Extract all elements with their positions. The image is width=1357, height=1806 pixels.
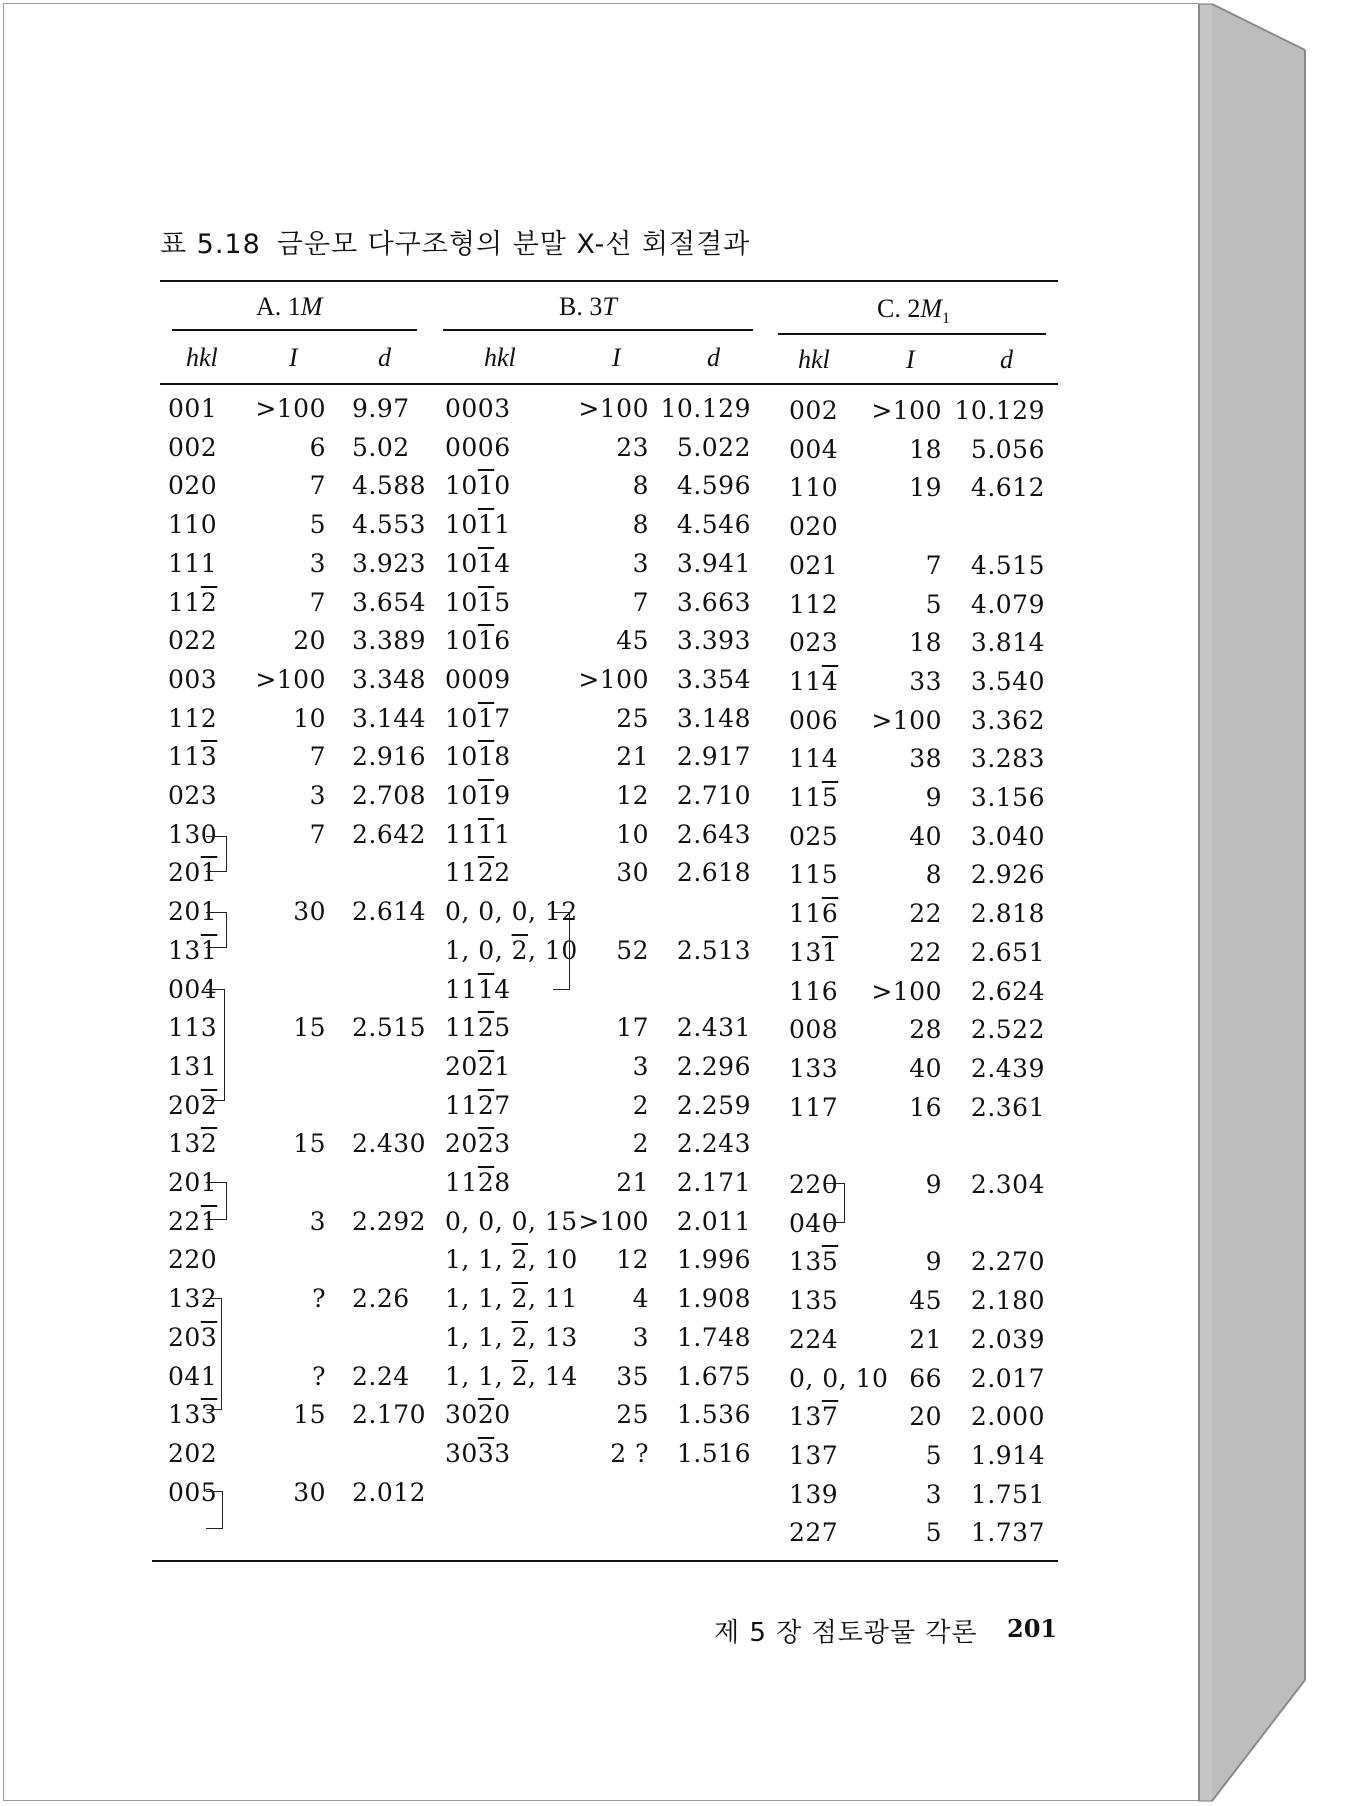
intensity-b: 2 ? [610,1438,649,1468]
intensity-b: 10 [616,819,649,849]
table-title [160,222,750,261]
d-spacing-a: 2.170 [352,1400,427,1430]
hkl-a: 221 [168,1206,218,1236]
intensity-b: 2 [632,1129,649,1159]
hkl-c: 224 [789,1324,839,1354]
intensity-a: >100 [255,664,326,694]
d-spacing-c: 2.361 [970,1092,1045,1122]
col-b-hkl: hkl [484,343,516,372]
hkl-a: 113 [168,1013,218,1043]
d-spacing-b: 2.643 [676,819,751,849]
hkl-a: 110 [168,510,218,540]
hkl-a: 004 [168,974,218,1004]
hkl-b: 1, 1, 2, 13 [445,1322,578,1352]
intensity-a: 30 [293,1477,326,1507]
d-spacing-a: 2.012 [352,1477,427,1507]
d-spacing-a: 2.708 [352,781,427,810]
intensity-c: 9 [925,783,942,812]
d-spacing-a: 2.916 [352,742,427,772]
intensity-a: 20 [293,626,326,656]
d-spacing-b: 5.022 [676,432,751,462]
hkl-b: 1114 [445,974,511,1004]
group-a-rule [172,329,417,331]
intensity-c: 20 [909,1402,942,1432]
hkl-b: 0, 0, 0, 15 [445,1206,578,1236]
group-c-rule [778,333,1046,335]
hkl-a: 111 [168,548,218,578]
d-spacing-c: 1.914 [970,1440,1045,1470]
intensity-b: 3 [632,1322,649,1352]
d-spacing-c: 2.270 [970,1247,1045,1277]
page-number: 201 [1007,1614,1058,1643]
hkl-b: 1015 [445,587,511,617]
intensity-b: 30 [616,858,649,888]
group-b-rule [443,329,753,331]
hkl-b: 1, 1, 2, 14 [445,1361,578,1391]
hkl-b: 1122 [445,858,511,888]
intensity-b: 21 [616,742,649,772]
intensity-c: 45 [909,1286,942,1316]
bracket [826,1183,845,1223]
d-spacing-a: 9.97 [352,394,410,423]
intensity-b: >100 [578,1206,649,1236]
hkl-c: 023 [789,628,839,658]
hkl-b: 1014 [445,548,511,578]
intensity-a: 30 [293,897,326,927]
col-c-d: d [1000,345,1013,374]
intensity-b: 3 [632,548,649,578]
bracket [206,912,227,948]
hkl-c: 040 [789,1208,839,1238]
d-spacing-c: 2.039 [970,1324,1045,1354]
bracket [206,1182,227,1220]
d-spacing-c: 2.624 [970,976,1045,1006]
hkl-a: 005 [168,1477,218,1507]
intensity-c: 66 [909,1363,942,1393]
d-spacing-c: 2.017 [970,1363,1045,1393]
hkl-c: 133 [789,1053,839,1083]
intensity-c: 22 [909,937,942,967]
hkl-c: 004 [789,434,839,464]
d-spacing-b: 2.296 [676,1051,751,1081]
d-spacing-a: 3.389 [352,626,427,656]
bracket [206,836,227,872]
d-spacing-b: 2.917 [676,742,751,772]
hkl-b: 0003 [445,394,511,423]
d-spacing-b: 2.710 [676,781,751,810]
hkl-a: 133 [168,1400,218,1430]
col-b-d: d [707,343,720,372]
d-spacing-c: 3.362 [970,705,1045,735]
d-spacing-c: 3.540 [970,666,1045,696]
intensity-b: 52 [616,935,649,965]
intensity-a: 5 [309,510,326,540]
d-spacing-c: 10.129 [954,396,1045,425]
intensity-b: 25 [616,1400,649,1430]
d-spacing-a: 2.642 [352,819,427,849]
hkl-c: 117 [789,1092,839,1122]
intensity-c: 40 [909,1053,942,1083]
hkl-b: 0, 0, 0, 12 [445,897,578,927]
d-spacing-b: 1.516 [676,1438,751,1468]
d-spacing-b: 1.996 [676,1245,751,1275]
d-spacing-c: 4.612 [970,473,1045,503]
intensity-a: 7 [309,471,326,501]
hkl-a: 002 [168,432,218,462]
hkl-c: 135 [789,1247,839,1277]
d-spacing-c: 1.751 [970,1479,1045,1509]
intensity-b: 45 [616,626,649,656]
intensity-c: 33 [909,666,942,696]
hkl-a: 112 [168,703,218,733]
col-a-i: I [289,343,298,372]
d-spacing-a: 4.588 [352,471,427,501]
header-rule [160,383,1058,385]
bracket [206,1491,223,1529]
d-spacing-c: 3.040 [970,821,1045,851]
intensity-c: 28 [909,1015,942,1045]
intensity-c: 18 [909,628,942,658]
hkl-c: 116 [789,899,839,929]
intensity-b: 12 [616,781,649,810]
hkl-a: 202 [168,1090,218,1120]
d-spacing-b: 2.011 [676,1206,751,1236]
intensity-a: 15 [293,1129,326,1159]
intensity-b: 7 [632,587,649,617]
d-spacing-a: 2.614 [352,897,427,927]
hkl-b: 1127 [445,1090,511,1120]
intensity-a: 3 [309,781,326,810]
hkl-a: 132 [168,1284,218,1314]
intensity-b: 4 [632,1284,649,1314]
hkl-c: 115 [789,860,839,890]
d-spacing-b: 2.431 [676,1013,751,1043]
d-spacing-b: 4.546 [676,510,751,540]
intensity-b: 25 [616,703,649,733]
intensity-c: 16 [909,1092,942,1122]
intensity-c: 21 [909,1324,942,1354]
hkl-b: 1010 [445,471,511,501]
hkl-a: 112 [168,587,218,617]
intensity-b: >100 [578,394,649,423]
hkl-a: 132 [168,1129,218,1159]
d-spacing-c: 3.814 [970,628,1045,658]
d-spacing-a: 2.515 [352,1013,427,1043]
intensity-c: >100 [871,705,942,735]
hkl-c: 021 [789,550,839,580]
hkl-c: 137 [789,1440,839,1470]
col-c-hkl: hkl [798,345,830,374]
hkl-a: 020 [168,471,218,501]
hkl-c: 112 [789,589,839,619]
intensity-a: 7 [309,742,326,772]
hkl-b: 1, 0, 2, 10 [445,935,578,965]
hkl-b: 2021 [445,1051,511,1081]
hkl-c: 114 [789,666,839,696]
hkl-b: 1128 [445,1168,511,1197]
hkl-c: 227 [789,1518,839,1548]
hkl-a: 001 [168,394,218,423]
intensity-c: 5 [925,1518,942,1548]
hkl-b: 1, 1, 2, 10 [445,1245,578,1275]
intensity-c: 9 [925,1247,942,1277]
d-spacing-c: 2.651 [970,937,1045,967]
hkl-c: 0, 0, 10 [789,1363,889,1393]
d-spacing-a: 3.654 [352,587,427,617]
intensity-c: 7 [925,550,942,580]
d-spacing-a: 3.144 [352,703,427,733]
intensity-a: 15 [293,1400,326,1430]
d-spacing-b: 2.513 [676,935,751,965]
d-spacing-b: 4.596 [676,471,751,501]
d-spacing-a: 3.348 [352,664,427,694]
hkl-c: 116 [789,976,839,1006]
hkl-b: 1, 1, 2, 11 [445,1284,578,1314]
intensity-c: 9 [925,1170,942,1199]
d-spacing-c: 3.156 [970,783,1045,812]
hkl-a: 201 [168,897,218,927]
hkl-a: 113 [168,742,218,772]
intensity-b: 8 [632,510,649,540]
d-spacing-b: 1.675 [676,1361,751,1391]
intensity-b: 3 [632,1051,649,1081]
intensity-b: 8 [632,471,649,501]
hkl-c: 114 [789,744,839,774]
intensity-a: 3 [309,548,326,578]
hkl-c: 020 [789,512,839,542]
d-spacing-b: 2.618 [676,858,751,888]
intensity-c: 19 [909,473,942,503]
d-spacing-a: 2.430 [352,1129,427,1159]
intensity-a: 3 [309,1206,326,1236]
hkl-c: 025 [789,821,839,851]
hkl-c: 139 [789,1479,839,1509]
intensity-b: 21 [616,1168,649,1197]
intensity-b: 12 [616,1245,649,1275]
d-spacing-b: 3.663 [676,587,751,617]
table-caption: 금운모 다구조형의 분말 X-선 회절결과 [276,229,751,260]
d-spacing-c: 2.818 [970,899,1045,929]
hkl-a: 201 [168,858,218,888]
d-spacing-b: 3.354 [676,664,751,694]
hkl-b: 1011 [445,510,511,540]
hkl-a: 131 [168,1051,218,1081]
hkl-a: 220 [168,1245,218,1275]
d-spacing-c: 5.056 [970,434,1045,464]
col-b-i: I [612,343,621,372]
hkl-c: 115 [789,783,839,812]
d-spacing-b: 10.129 [660,394,751,423]
d-spacing-a: 4.553 [352,510,427,540]
intensity-c: 22 [909,899,942,929]
intensity-c: 38 [909,744,942,774]
d-spacing-c: 1.737 [970,1518,1045,1548]
hkl-c: 137 [789,1402,839,1432]
intensity-b: >100 [578,664,649,694]
d-spacing-c: 2.439 [970,1053,1045,1083]
d-spacing-c: 4.079 [970,589,1045,619]
hkl-c: 220 [789,1170,839,1199]
d-spacing-b: 3.393 [676,626,751,656]
table-number: 표 5.18 [160,229,261,260]
intensity-a: 7 [309,819,326,849]
group-c-header: C. $2M_1$ [877,294,951,328]
intensity-c: 18 [909,434,942,464]
chapter-footer: 제 5 장 점토광물 각론 [714,1618,978,1648]
intensity-b: 23 [616,432,649,462]
d-spacing-c: 4.515 [970,550,1045,580]
hkl-a: 131 [168,935,218,965]
intensity-a: 15 [293,1013,326,1043]
hkl-a: 130 [168,819,218,849]
intensity-a: ? [312,1284,326,1314]
group-a-header: A. 1M [256,292,323,321]
d-spacing-b: 2.243 [676,1129,751,1159]
d-spacing-a: 2.26 [352,1284,410,1314]
hkl-b: 1017 [445,703,511,733]
hkl-a: 022 [168,626,218,656]
bottom-rule [152,1560,1058,1562]
hkl-c: 006 [789,705,839,735]
intensity-c: 5 [925,589,942,619]
hkl-b: 3033 [445,1438,511,1468]
col-a-d: d [378,343,391,372]
d-spacing-b: 1.536 [676,1400,751,1430]
intensity-b: 17 [616,1013,649,1043]
hkl-b: 0006 [445,432,511,462]
hkl-a: 023 [168,781,218,810]
hkl-c: 110 [789,473,839,503]
d-spacing-a: 3.923 [352,548,427,578]
intensity-b: 35 [616,1361,649,1391]
d-spacing-b: 3.148 [676,703,751,733]
hkl-c: 131 [789,937,839,967]
d-spacing-b: 2.259 [676,1090,751,1120]
group-b-header: B. 3T [559,292,617,321]
intensity-a: 6 [309,432,326,462]
d-spacing-b: 1.908 [676,1284,751,1314]
col-c-i: I [906,345,915,374]
d-spacing-b: 1.748 [676,1322,751,1352]
d-spacing-a: 2.292 [352,1206,427,1236]
hkl-a: 201 [168,1168,218,1197]
intensity-c: >100 [871,396,942,425]
intensity-c: 40 [909,821,942,851]
intensity-a: 7 [309,587,326,617]
hkl-c: 008 [789,1015,839,1045]
intensity-c: 8 [925,860,942,890]
d-spacing-a: 2.24 [352,1361,410,1391]
bracket [553,912,570,990]
d-spacing-b: 2.171 [676,1168,751,1197]
hkl-b: 1018 [445,742,511,772]
hkl-b: 2023 [445,1129,511,1159]
hkl-b: 3020 [445,1400,511,1430]
d-spacing-c: 3.283 [970,744,1045,774]
d-spacing-b: 3.941 [676,548,751,578]
top-rule [160,280,1058,282]
bracket [206,1298,222,1410]
d-spacing-a: 5.02 [352,432,410,462]
hkl-a: 041 [168,1361,218,1391]
intensity-c: 5 [925,1440,942,1470]
intensity-c: >100 [871,976,942,1006]
d-spacing-c: 2.304 [970,1170,1045,1199]
hkl-c: 002 [789,396,839,425]
intensity-a: 10 [293,703,326,733]
hkl-c: 135 [789,1286,839,1316]
intensity-b: 2 [632,1090,649,1120]
intensity-c: 3 [925,1479,942,1509]
hkl-a: 003 [168,664,218,694]
hkl-b: 0009 [445,664,511,694]
hkl-b: 1019 [445,781,511,810]
d-spacing-c: 2.926 [970,860,1045,890]
intensity-a: ? [312,1361,326,1391]
col-a-hkl: hkl [186,343,218,372]
hkl-a: 202 [168,1438,218,1468]
d-spacing-c: 2.000 [970,1402,1045,1432]
d-spacing-c: 2.522 [970,1015,1045,1045]
hkl-b: 1125 [445,1013,511,1043]
hkl-b: 1016 [445,626,511,656]
intensity-a: >100 [255,394,326,423]
bracket [206,989,225,1101]
d-spacing-c: 2.180 [970,1286,1045,1316]
hkl-b: 1111 [445,819,511,849]
hkl-a: 203 [168,1322,218,1352]
